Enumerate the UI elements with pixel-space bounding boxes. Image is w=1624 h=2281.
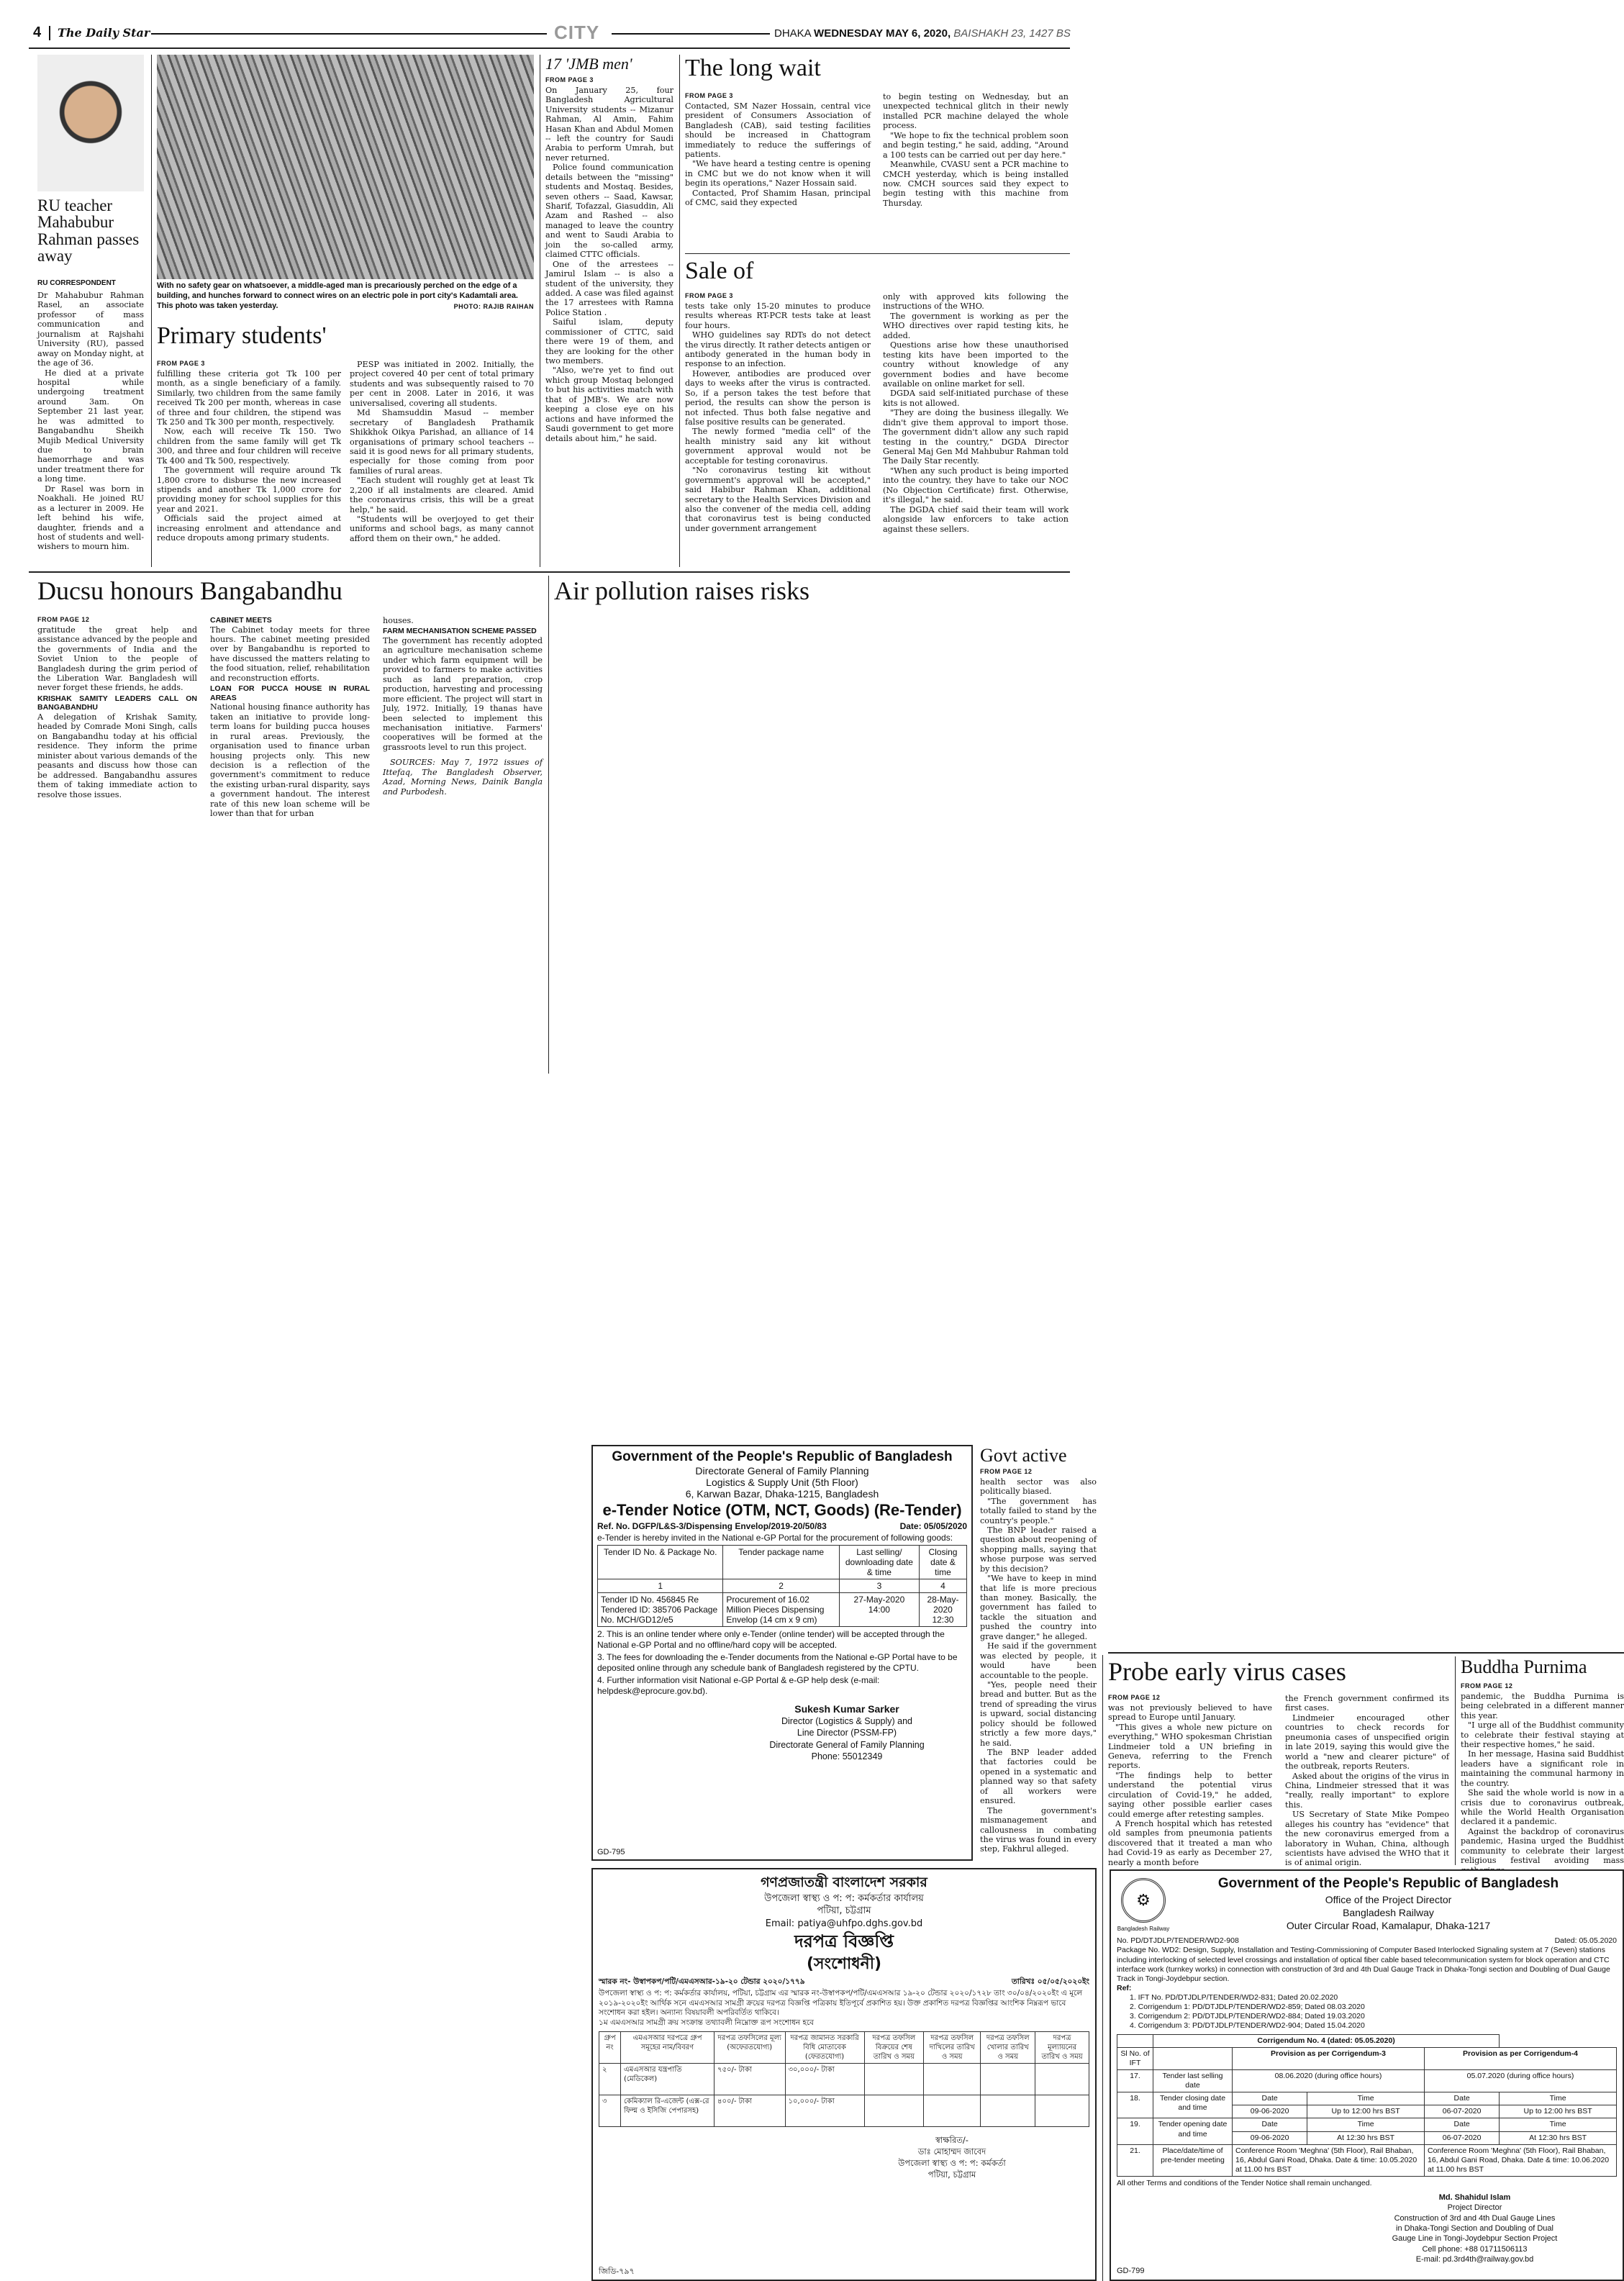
ad-title: Government of the People's Republic of Bangladesh (1217, 1876, 1559, 1891)
primary-article: Primary students' FROM PAGE 3 fulfilling these criteria got Tk 100 per month, as a single beneficiary of a family. Similarly, two children from the same family received Tk 200 per month, whereas in case of three and four children, the stipend was Tk 250 and Tk 300 per month, respectively. Now, each will receive Tk 150. Two children from the same family will get Tk 300, and three and four children will receive Tk 400 and Tk 500, respectively. The government will require around Tk 1,800 crore to disburse the new increased stipends and another Tk 1,000 crore for providing money for school supplies for this year and 2021. Officials said the project aimed at increasing enrolment and attendance and reduce dropouts among primary students. PESP was initiated in 2002. Initially, the project covered 40 per cent of total primary students and was subsequently raised to 70 per cent in 2008. Later in 2016, it was universalised, covering all students. Md Shamsuddin Masud -- member secretary of Bangladesh Prathamik Shikkhok Oikya Parishad, an alliance of 14 organisations of primary school teachers -- said it is good news for all primary students, especially for those coming from poor families of rural areas. "Each student will roughly get at least Tk 2,200 if all instalments are cleared. Amid the coronavirus crisis, this will be a great help," he said. "Students will be overjoyed to get their uniforms and school bags, as many cannot afford them on their own," he added. (157, 322, 534, 543)
ad-title: Government of the People's Republic of Bangladesh (612, 1449, 953, 1464)
air-headline: Air pollution raises risks (554, 576, 809, 605)
ad-notice-title: e-Tender Notice (OTM, NCT, Goods) (Re-Tender) (602, 1501, 962, 1519)
ducsu-article: Ducsu honours Bangabandhu FROM PAGE 12 gratitude the great help and assistance advanced by the people and the governments of India and the Soviet Union to the people of Bangladesh during the grim period of the Liberation War. Bangladesh will never forget these friends, he adds. KRISHAK SAMITY LEADERS CALL ON BANGABANDHU A delegation of Krishak Samity, headed by Comrade Moni Singh, calls on Bangabandhu today at his official residence. They inform the prime minister about various demands of the peasants and discuss how those can be addressed. Bangabandhu assures them of taking immediate action to resolve those issues. CABINET MEETS The Cabinet today meets for three hours. The cabinet meeting presided over by Bangabandhu is reported to have discussed the matters relating to the food situation, relief, rehabilitation and reconstruction efforts. LOAN FOR PUCCA HOUSE IN RURAL AREAS National housing finance authority has taken an initiative to provide long-term loans for building pucca houses in rural areas. Previously, the organisation used to finance urban housing projects only. This new decision is a reflection of the government's commitment to reduce the existing urban-rural disparity, says a government handout. The interest rate of this new loan scheme will be lower than that for urban houses. FARM MECHANISATION SCHEME PASSED The government has recently adopted an agriculture mechanisation scheme under which farm equipment will be provided to farmers to make activities such as land preparation, crop production, harvesting and processing more efficient. The project will start in July, 1972. Initially, 19 thanas have been selected to implement this mechanisation initiative. Farmers' cooperatives will be formed at the grassroots level to run this project. SOURCES: May 7, 1972 issues of Ittefaq, The Bangladesh Observer, Azad, Morning News, Dainik Bangla and Purbodesh. (37, 576, 543, 819)
news-photo (157, 55, 534, 279)
ru-body: Dr Mahabubur Rahman Rasel, an associate professor of mass communication and journalism at Rajshahi University (RU), passed away on Monday night, at the age of 36. He died at a private hospital while undergoing treatment around 3am. On September 21 last year, he was admitted to Bangabandhu Sheikh Mujib Medical University due to brain haemorrhage and was under treatment there for a long time. Dr Rasel was born in Noakhali. He joined RU as a lecturer in 2009. He left behind his wife, daughter, friends and a host of students and well-wishers to mourn him. (37, 291, 144, 552)
sale-headline: Sale of (685, 258, 754, 284)
longwait-article: The long wait FROM PAGE 3 Contacted, SM Nazer Hossain, central vice president of Consumers Association of Bangladesh (CAB), said testing facilities should be increased in Chattogram immediately to reduce the sufferings of patients. "We have heard a testing centre is opening in CMC but we do not know when it will begin its operations," Nazer Hossain said. Contacted, Prof Shamim Hasan, principal of CMC, said they expected to begin testing on Wednesday, but an unexpected technical glitch in their newly installed PCR machine delayed the whole process. "We hope to fix the technical problem soon and begin testing," he said, adding, "Around a 100 tests can be carried out per day here." Meanwhile, CVASU sent a PCR machine to CMCH yesterday, which is being installed now. CMCH sources said they expect to begin testing with this machine from Thursday. (685, 55, 1069, 208)
ducsu-subhead: FARM MECHANISATION SCHEME PASSED (383, 627, 537, 636)
dateline: DHAKA WEDNESDAY MAY 6, 2020, BAISHAKH 23, 1427 BS (774, 27, 1071, 40)
from-page-label: FROM PAGE 12 (37, 616, 90, 623)
govt-article: Govt active FROM PAGE 12 health sector was also politically biased. "The government has totally failed to stand by the country's people." The BNP leader raised a question about reopening of shopping malls, saying that whose purpose was served by this decision? "We have to keep in mind that life is more precious than money. Basically, the government has failed to tackle the situation and pushed the country into grave danger," he alleged. He said if the government was elected by people, it would have been accountable to the people. "Yes, people need their bread and butter. But as the trend of spreading the virus is upward, social distancing policy should be followed strictly a few more days," he said. The BNP leader added that factories could be opened in a systematic and planned way so that safety of all workers were ensured. The government's mismanagement and callousness in combating the virus was found in every step, Fakhrul alleged. (980, 1445, 1097, 1854)
signatory-name: Md. Shahidul Islam (1438, 2193, 1511, 2203)
masthead-logo: The Daily Star (58, 26, 150, 40)
ducsu-subhead: LOAN FOR PUCCA HOUSE IN RURAL AREAS (210, 684, 370, 702)
from-page-label: FROM PAGE 12 (1108, 1694, 1161, 1701)
railway-seal-icon: ⚙ (1121, 1878, 1166, 1923)
ru-column (37, 55, 144, 566)
tender-ad-bengali: গণপ্রজাতন্ত্রী বাংলাদেশ সরকার উপজেলা স্বাস্থ্য ও প: প: কর্মকর্তার কার্যালয় পটিয়া, চট্টগ্রাম Email: patiya@uhfpo.dghs.gov.bd দরপত্র বিজ্ঞপ্তি (সংশোধনী) স্মারক নং- উস্বাপকপ/পটি/এমএসআর-১৯-২০ টেন্ডার ২০২০/১৭৭৯ তারিখঃ ০৫/০৫/২০২০ইং উপজেলা স্বাস্থ্য ও প: প: কর্মকর্তার কার্যালয়, পটিয়া, চট্টগ্রাম এর স্মারক নং-উস্বাপকপ/পটি/এমএসআর ১৯-২০ টেন্ডার ২০২০/১৭২৮ তাং ৩০/০৪/২০২০ইং এ মূলে ২০১৯-২০২০ইং আর্থিক সনে এমএসআর সামগ্রী ক্রয়ের দরপত্র বিজ্ঞপ্তি পত্রিকায় ইতিপূর্বে প্রকাশিত হয়। উক্ত প্রকাশিত দরপত্র বিজ্ঞপ্তির আংশিক নিম্নরূপ ভাবে সংশোধন করা হইল। অন্যান্য বিষয়াবলী অপরিবর্তিত থাকিবে। ১ম এমএসআর সামগ্রী ক্রয় সংক্রান্ত তথ্যাবলী নিম্নোক্ত রূপ সংশোধন হবে গ্রুপ নং এমএসআর দরপত্রে গ্রুপ সমূহের নাম/বিবরণ দরপত্র তফসিলের মূল্য (অফেরতযোগ্য) দরপত্র জামানত সরকারি বিধি মোতাবেক (ফেরতযোগ্য) দরপত্র তফসিল বিক্রয়ের শেষ তারিখ ও সময় দরপত্র তফসিল দাখিলের তারিখ ও সময় দরপত্র তফসিল খোলার তারিখ ও সময় দরপত্র মূল্যায়নের তারিখ ও সময় ২ এমএসআর যন্ত্রপাতি (মেডিকেল) ৭৫০/- টাকা ৩০,০০০/- টাকা ৩ কেমিক্যাল রি-এজেন্ট (এক্স-রে ফিল্ম ও ইসিজি পেপারসহ) ৪০০/- টাকা ১০,০০০/- টাকা স্বাক্ষরিত/- ডাঃ মোহাম্মদ জাবেদ উপজেলা স্বাস্থ্য ও প: প: কর্মকর্তা পটিয়া, চট্টগ্রাম জিডি-৭৯৭ (591, 1868, 1097, 2281)
tender-table: গ্রুপ নং এমএসআর দরপত্রে গ্রুপ সমূহের নাম/বিবরণ দরপত্র তফসিলের মূল্য (অফেরতযোগ্য) দরপত্র জামানত সরকারি বিধি মোতাবেক (ফেরতযোগ্য) দরপত্র তফসিল বিক্রয়ের শেষ তারিখ ও সময় দরপত্র তফসিল দাখিলের তারিখ ও সময় দরপত্র তফসিল খোলার তারিখ ও সময় দরপত্র মূল্যায়নের তারিখ ও সময় ২ এমএসআর যন্ত্রপাতি (মেডিকেল) ৭৫০/- টাকা ৩০,০০০/- টাকা ৩ কেমিক্যাল রি-এজেন্ট (এক্স-রে ফিল্ম ও ইসিজি পেপারসহ) ৪০০/- টাকা ১০,০০০/- টাকা (599, 2031, 1089, 2127)
probe-headline: Probe early virus cases (1108, 1657, 1346, 1686)
ru-byline: RU CORRESPONDENT (37, 279, 116, 287)
photo-caption: With no safety gear on whatsoever, a middle-aged man is precariously perched on the edge of a building, and hunches forward to connect wires on an electric pole in port city's Kadamtali area. This photo was taken yesterday. PHOTO: RAJIB RAIHAN (157, 281, 534, 310)
sources-note: SOURCES: May 7, 1972 issues of Ittefaq, The Bangladesh Observer, Azad, Morning News, Dainik Bangla and Purbodesh. (383, 758, 543, 797)
ducsu-headline: Ducsu honours Bangabandhu (37, 576, 343, 605)
tender-table: Tender ID No. & Package No. Tender package name Last selling/ downloading date & time Closing date & time 1 2 3 4 Tender ID No. 456845 Re Tendered ID: 385706 Package No. MCH/GD12/e5 Procurement of 16.02 Million Pieces Dispensing Envelop (14 cm x 9 cm) 27-May-2020 14:00 28-May-2020 12:30 (597, 1545, 967, 1627)
buddha-article: Buddha Purnima FROM PAGE 12 pandemic, the Buddha Purnima is being celebrated in a different manner this year. "I urge all of the Buddhist community to celebrate their festival staying at their respective homes," he said. In her message, Hasina said Buddhist leaders have a significant role in maintaining the communal harmony in the country. She said the whole world is now in a crisis due to coronavirus outbreak, while the World Health Organisation declared it a pandemic. Against the backdrop of coronavirus pandemic, Hasina urged the Buddhist community to celebrate their largest religious festival avoiding mass (1461, 1656, 1624, 1866)
govt-headline: Govt active (980, 1445, 1067, 1466)
ducsu-subhead: KRISHAK SAMITY LEADERS CALL ON BANGABANDHU (37, 694, 197, 712)
probe-article: Probe early virus cases FROM PAGE 12 was not previously believed to have spread to Europe until January. "This gives a whole new picture on everything," WHO spokesman Christian Lindmeier told a UN briefing in Geneva, referring to the French reports. "The findings help to better understand the potential virus circulation of Covid-19," he added, saying other possible earlier cases could emerge after retesting samples. A French hospital which has retested old samples from pneumonia patients discovered that it treated a man who had Covid-19 as early as December 27, nearly a month before the French government confirmed its first cases. Lindmeier encouraged other countries to check records for pneumonia cases of unspecified origin in late 2019, saying this would give the world a "new and clearer picture" of the outbreak, reports Reuters. Asked about the origins of the virus in China, Lindmeier stressed that it was "really, really important" to explore this. US Secretary of State Mike Pompeo alleges his country has "evidence" that the new coronavirus emerged from a laboratory in Wuhan, China, although scientists have advised the WHO that it is of animal origin. (1108, 1657, 1449, 1868)
ad-notice-title: দরপত্র বিজ্ঞপ্তি (794, 1931, 894, 1952)
gd-code: GD-795 (597, 1848, 625, 1856)
tender-ad-family-planning: Government of the People's Republic of Bangladesh Directorate General of Family Planning Logistics & Supply Unit (5th Floor) 6, Karwan Bazar, Dhaka-1215, Bangladesh e-Tender Notice (OTM, NCT, Goods) (Re-Tender) Ref. No. DGFP/L&S-3/Dispensing Envelop/2019-20/50/83 Date: 05/05/2020 e-Tender is hereby invited in the National e-GP Portal for the procurement of following goods: Tender ID No. & Package No. Tender package name Last selling/ downloading date & time Closing date & time 1 2 3 4 Tender ID No. 456845 Re Tendered ID: 385706 Package No. MCH/GD12/e5 Procurement of 16.02 Million Pieces Dispensing Envelop (14 cm x 9 cm) 27-May-2020 14:00 28-May-2020 12:30 2. This is an online tender where only e-Tender (online tender) will be accepted through the National e-GP Portal and no offline/hard copy will be accepted. 3. The fees for downloading the e-Tender documents from the National e-GP Portal have to be deposited online through any schedule bank of Bangladesh registered by the CPTU. 4. Further information visit National e-GP Portal & e-GP help desk (e-mail: helpdesk@eprocure.gov.bd). Sukesh Kumar Sarker Director (Logistics & Supply) and Line Director (PSSM-FP) Directorate General of Family Planning Phone: 55012349 GD-795 (591, 1445, 973, 1861)
jmb-headline: 17 'JMB men' (545, 55, 632, 73)
gd-code: জিডি-৭৯৭ (599, 2266, 635, 2276)
longwait-headline: The long wait (685, 55, 821, 81)
from-page-label: FROM PAGE 3 (545, 76, 594, 83)
portrait-photo (37, 55, 144, 191)
signatory-name: ডাঃ মোহাম্মদ জাবেদ (917, 2146, 986, 2157)
ducsu-subhead: CABINET MEETS (210, 616, 272, 625)
gd-code: GD-799 (1117, 2267, 1145, 2276)
primary-headline: Primary students' (157, 322, 327, 349)
section-title: CITY (554, 22, 600, 43)
page-number: 4 (33, 24, 42, 40)
from-page-label: FROM PAGE 3 (685, 92, 733, 99)
from-page-label: FROM PAGE 12 (1461, 1682, 1513, 1690)
from-page-label: FROM PAGE 3 (685, 292, 733, 299)
corrigendum-table: Corrigendum No. 4 (dated: 05.05.2020) Sl No. of IFT Provision as per Corrigendum-3 Provision as per Corrigendum-4 17. Tender last selling date 08.06.2020 (during office hours) 05.07.2020 (during office hours) 18. Tender closing date and time Date Time Date Time 09-06-2020 Up to 12:00 hrs BST 06-07-2020 Up to 12:00 hrs BST 19. Tender opening date and time Date Time Date Time 09-06-2020 At 12:30 hrs BST 06-07-2020 At 12:30 hrs BST 21. Place/date/time of pre-tender meeting Conference Room 'Meghna' (5th Floor), Rail Bhaban, 16, Abdul Gani Road, Dhaka. Date & time: 10.05.2020 at 11.00 hrs BST Conference Room 'Meghna' (5th Floor), Rail Bhaban, 16, Abdul Gani Road, Dhaka. Date & time: 10.06.2020 at 11.00 hrs BST (1117, 2034, 1617, 2177)
from-page-label: FROM PAGE 3 (157, 360, 205, 367)
photo-credit: PHOTO: RAJIB RAIHAN (453, 302, 534, 310)
jmb-article: 17 'JMB men' FROM PAGE 3 On January 25, four Bangladesh Agricultural University students -- Mizanur Rahman, Al Amin, Fahim Hasan Khan and Abdul Momen -- left the country for Saudi Arabia to perform Umrah, but never returned. Police found communication details between the "missing" students and Mostaq. Besides, seven others -- Saad, Kawsar, Sharif, Tofazzal, Giasuddin, Ali Azam and Rashed -- also managed to leave the country and went to Saudi Arabia to join the so-called army, claimed CTTC officials. One of the arrestees -- Jamirul Islam -- is also a student of the university, they added. A case was filed against the 17 arrestees with Ramna Police Station . Saiful islam, deputy commissioner of CTTC, said there were 19 of them, and they are looking for the other two members. "Also, we're yet to find out which group Mostaq belonged to but his activities match with that of JMB's. We are now keeping a close eye on his actions and have informed the Saudi government to get more details about him," he said. (545, 55, 673, 443)
page-header (29, 20, 1070, 49)
from-page-label: FROM PAGE 12 (980, 1468, 1033, 1475)
tender-ad-railway: ⚙ Bangladesh Railway Government of the People's Republic of Bangladesh Office of the Project Director Bangladesh Railway Outer Circular Road, Kamalapur, Dhaka-1217 No. PD/DTJDLP/TENDER/WD2-908 Dated: 05.05.2020 Package No. WD2: Design, Supply, Installation and Testing-Commissioning of Computer Based Interlocked Signaling system at 7 (Seven) stations including interlocking of selected level crossings and installation of optical fiber cable based telecommunication system for block operation and CTC interface work (turnkey works) in connection with construction of 3rd and 4th Dual Gauge Track in Dhaka-Tongi section and Doubling of Dual Gauge Track in Tongi-Joydebpur section. Ref: 1. IFT No. PD/DTJDLP/TENDER/WD2-831; Dated 20.02.2020 2. Corrigendum 1: PD/DTJDLP/TENDER/WD2-859; Dated 08.03.2020 3. Corrigendum 2: PD/DTJDLP/TENDER/WD2-884; Dated 19.03.2020 4. Corrigendum 3: PD/DTJDLP/TENDER/WD2-904; Dated 15.04.2020 Corrigendum No. 4 (dated: 05.05.2020) Sl No. of IFT Provision as per Corrigendum-3 Provision as per Corrigendum-4 17. Tender last selling date 08.06.2020 (during office hours) 05.07.2020 (during office hours) 18. Tender closing date and time Date Time Date Time 09-06-2020 Up to 12:00 hrs BST 06-07-2020 Up to 12:00 hrs BST 19. Tender opening date and time Date Time Date Time 09-06-2020 At 12:30 hrs BST 06-07-2020 At 12:30 hrs BST 21. Place/date/time of pre-tender meeting Conference Room 'Meghna' (5th Floor), Rail Bhaban, 16, Abdul Gani Road, Dhaka. Date & time: 10.05.2020 at 11.00 hrs BST Conference Room 'Meghna' (5th Floor), Rail Bhaban, 16, Abdul Gani Road, Dhaka. Date & time: 10.06.2020 at 11.00 hrs BST All other Terms and conditions of the Tender Notice shall remain unchanged. Md. Shahidul Islam Project Director Construction of 3rd and 4th Dual Gauge Lines in Dhaka-Tongi Section and Doubling of Dual Gauge Line in Tongi-Joydebpur Section Project Cell phone: +88 01711506113 E-mail: pd.3rd4th@railway.gov.bd GD-799 (1110, 1869, 1624, 2281)
sale-article: Sale of FROM PAGE 3 tests take only 15-20 minutes to produce results whereas RT-PCR tests take at least four hours. WHO guidelines say RDTs do not detect the virus directly. It rather detects antigen or antibody generated in the human body in response to an infection. However, antibodies are produced over days to weeks after the virus is contracted. So, if a person takes the test before that period, the results can show the person is not infected. Thus both false negative and false positive results can be generated. The newly formed "media cell" of the health ministry said any kit without government approval would not be acceptable for testing coronavirus. "No coronavirus testing kit without government's approval will be accepted," said Habibur Rahman Khan, additional secretary to the Health Services Division and also the convener of the media cell, adding that coronavirus test is being conducted under government arrangement only with approved kits following the instructions of the WHO. The government is working as per the WHO directives over rapid testing kits, he added. Questions arise how these unauthorised testing kits have been imported to the country without knowledge of any government bodies and have become available on online market for sell. DGDA said self-initiated purchase of these kits is not allowed. "They are doing the business illegally. We didn't give them approval to import those. The government didn't allow any such rapid testing in the country," DGDA Director General Maj Gen Md Mahbubur Rahman told The Daily Star recently. "When any such product is being imported into the country, they have to take our NOC (No Objection Certificate) first. Otherwise, it's illegal," he said. The DGDA chief said their team will work alongside law enforcers to take action against these sellers. (685, 258, 1069, 534)
air-article (554, 576, 1624, 2276)
buddha-headline: Buddha Purnima (1461, 1656, 1587, 1677)
ru-headline: RU teacher Mahabubur Rahman passes away (37, 196, 140, 266)
ad-title: গণপ্রজাতন্ত্রী বাংলাদেশ সরকার (761, 1874, 927, 1890)
signatory-name: Sukesh Kumar Sarker (794, 1703, 899, 1715)
